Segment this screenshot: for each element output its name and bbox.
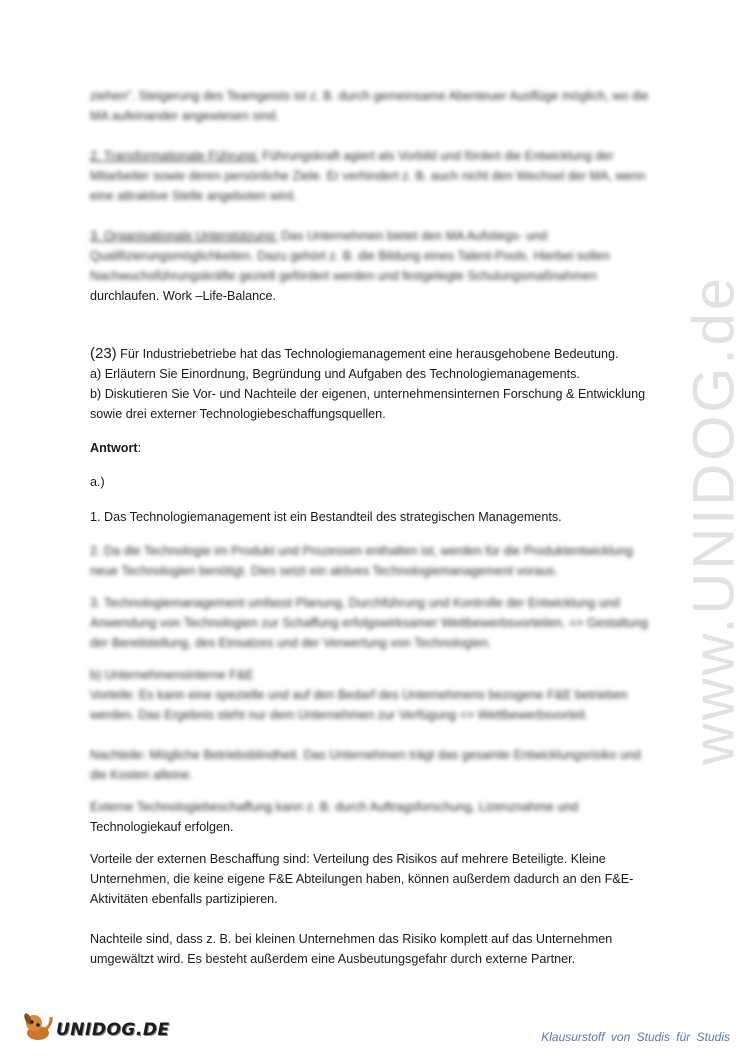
answer-part-b-nachteile: Nachteile: Mögliche Betriebsblindheit. Das Unternehmen trägt das gesamte Entwicklungsrisiko und die Kosten alleine.	[90, 748, 641, 782]
paragraph-transformational	[90, 146, 655, 206]
question-part-a: a) Erläutern Sie Einordnung, Begründung und Aufgaben des Technologiemanagements.	[90, 367, 580, 381]
paragraph-organisational	[90, 226, 655, 286]
text-transformational: Führungskraft agiert als Vorbild und fördert die Entwicklung der Mitarbeiter sowie deren persönliche Ziele. Er verhindert z. B. auch nicht den Wechsel der MA, wenn eine attraktive Stelle angeboten wird.	[90, 149, 646, 203]
document-body	[90, 86, 655, 969]
blurred-section-top	[90, 86, 655, 286]
logo-text: UNIDOG.DE	[56, 1020, 170, 1040]
answer-part-b-heading: b) Unternehmensinterne F&E	[90, 668, 254, 682]
answer-colon: :	[137, 441, 142, 455]
question-intro: Für Industriebetriebe hat das Technologiemanagement eine herausgehobene Bedeutung.	[116, 347, 619, 361]
question-23	[90, 344, 655, 424]
answer-heading	[90, 438, 655, 458]
paragraph-organisational-tail: durchlaufen. Work –Life-Balance.	[90, 289, 276, 303]
heading-transformational: 2. Transformationale Führung:	[90, 149, 259, 163]
blurred-section-bottom	[90, 541, 655, 817]
answer-nachteile-extern: Nachteile sind, dass z. B. bei kleinen Unternehmen das Risiko komplett auf das Unternehmen umgewältzt wird. Es besteht außerdem eine Ausbeutungsgefahr durch externe Partner.	[90, 932, 613, 966]
answer-label: Antwort	[90, 441, 138, 455]
footer-logo	[22, 1012, 170, 1042]
question-number: (23)	[90, 345, 117, 362]
answer-extern-intro: Externe Technologiebeschaffung kann z. B. durch Auftragsforschung, Lizenznahme und	[90, 800, 579, 814]
answer-part-b-vorteile: Vorteile: Es kann eine spezielle und auf den Bedarf des Unternehmens bezogene F&E betrieben werden. Das Ergebnis steht nur dem Unternehmen zur Verfügung => Wettbewerbsvorteil.	[90, 688, 628, 722]
answer-extern-tail: Technologiekauf erfolgen.	[90, 820, 234, 834]
answer-point-2: 2. Da die Technologie im Produkt und Prozessen enthalten ist, werden für die Produktentwicklung neue Technologien benötigt. Dies setzt ein aktives Technologiemanagement voraus.	[90, 544, 634, 578]
text-organisational: Das Unternehmen bietet den MA Aufstiegs- und Qualifizierungsmöglichkeiten. Dazu gehört z. B. die Bildung eines Talent-Pools. Hierbei sollen Nachwuchsführungskräfte gezielt gefördert werden und festgelegte Schulungsmaßnahmen	[90, 229, 610, 283]
watermark: www.UNIDOG.de	[681, 274, 747, 766]
answer-point-3: 3. Technologiemanagement umfasst Planung, Durchführung und Kontrolle der Entwicklung und Anwendung von Technologien zur Schaffung erfolgswirksamer Wettbewerbsvorteilen. => Gestaltung der Bereitstellung, des Einsatzes und der Verwertung von Technologien.	[90, 596, 648, 650]
paragraph-teamgeist: ziehen". Steigerung des Teamgeists ist z. B. durch gemeinsame Abenteuer Ausflüge möglich, wo die MA aufeinander angewiesen sind.	[90, 89, 649, 123]
answer-point-1: 1. Das Technologiemanagement ist ein Bestandteil des strategischen Managements.	[90, 510, 562, 524]
question-part-b: b) Diskutieren Sie Vor- und Nachteile der eigenen, unternehmensinternen Forschung & Entwicklung sowie drei externer Technologiebeschaffungsquellen.	[90, 387, 646, 421]
answer-part-a-label: a.)	[90, 475, 105, 489]
heading-organisational: 3. Organisationale Unterstützung:	[90, 229, 278, 243]
dog-logo-icon	[22, 1012, 54, 1042]
answer-vorteile-extern: Vorteile der externen Beschaffung sind: Verteilung des Risikos auf mehrere Beteiligte. Kleine Unternehmen, die keine eigene F&E Abteilungen haben, können außerdem dadurch an den F&E-Aktivitäten ebenfalls partizipieren.	[90, 852, 634, 906]
footer-slogan: Klausurstoff von Studis für Studis	[541, 1030, 730, 1044]
